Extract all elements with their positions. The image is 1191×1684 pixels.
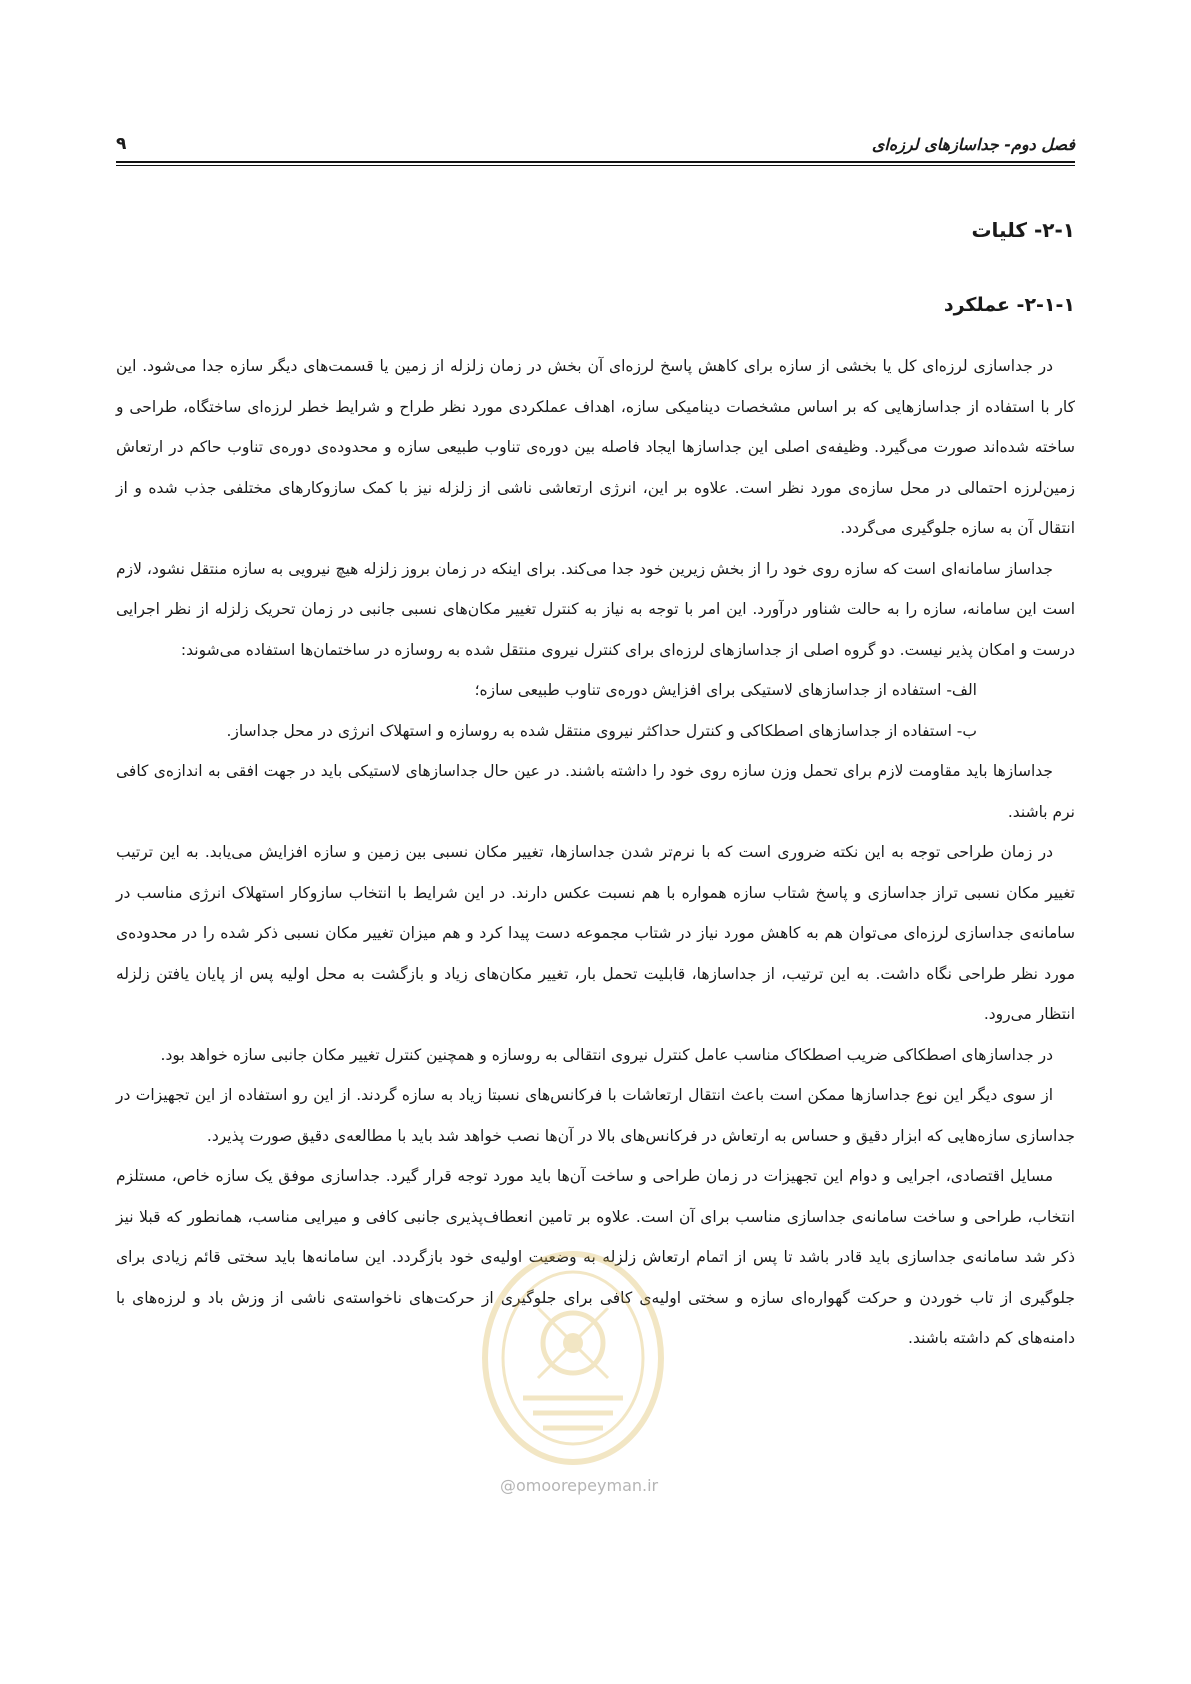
body-text [116,346,1075,1359]
running-header [116,132,1075,154]
paragraph: در زمان طراحی توجه به این نکته ضروری است که با نرم‌تر شدن جداسازها، تغییر مکان نسبی بین زمین و سازه افزایش می‌یابد. به این ترتیب تغییر مکان نسبی تراز جداسازی و پاسخ شتاب سازه همواره با هم نسبت عکس دارند. در این شرایط با انتخاب سازوکار استهلاک انرژی مناسب در سامانه‌ی جداسازی لرزه‌ای می‌توان هم به کاهش مورد نیاز در شتاب مجموعه دست پیدا کرد و هم میزان تغییر مکان نسبی ذکر شده را در محدوده‌ی مورد نظر طراحی نگاه داشت. به این ترتیب، از جداسازها، قابلیت تحمل بار، تغییر مکان‌های زیاد و بازگشت به محل اولیه پس از پایان یافتن زلزله انتظار می‌رود. [116,843,1075,1023]
chapter-title: فصل دوم- جداسازهای لرزه‌ای [871,135,1075,154]
paragraph: در جداسازی لرزه‌ای کل یا بخشی از سازه برای کاهش پاسخ لرزه‌ای آن بخش در زمان زلزله از زمین یا قسمت‌های دیگر سازه جدا می‌شود. این کار با استفاده از جداسازهایی که بر اساس مشخصات دینامیکی سازه، اهداف عملکردی مورد نظر طراح و شرایط خطر لرزه‌ای ساختگاه، طراحی و ساخته شده‌اند صورت می‌گیرد. وظیفه‌ی اصلی این جداسازها ایجاد فاصله بین دوره‌ی تناوب طبیعی سازه و محدوده‌ی دوره‌ی تناوب حاکم در ارتعاش زمین‌لرزه احتمالی در محل سازه‌ی مورد نظر است. علاوه بر این، انرژی ارتعاشی ناشی از زلزله نیز با کمک سازوکارهای مختلفی جذب شده و از انتقال آن به سازه جلوگیری می‌گردد. [116,357,1075,537]
paragraph: جداسازها باید مقاومت لازم برای تحمل وزن سازه روی خود را داشته باشند. در عین حال جداسازهای لاستیکی باید در جهت افقی به اندازه‌ی کافی نرم باشند. [116,762,1075,821]
section-title: ۲-۱- کلیات [971,218,1075,242]
page-number: ۹ [116,134,127,154]
list-item: ب- استفاده از جداسازهای اصطکاکی و کنترل حداکثر نیروی منتقل شده به روسازه و استهلاک انرژی در محل جداساز. [226,721,977,740]
header-rule-thin [116,165,1075,166]
paragraph: مسایل اقتصادی، اجرایی و دوام این تجهیزات در زمان طراحی و ساخت آن‌ها باید مورد توجه قرار گیرد. جداسازی موفق یک سازه خاص، مستلزم انتخاب، طراحی و ساخت سامانه‌ی جداسازی مناسب برای آن است. علاوه بر تامین انعطاف‌پذیری جانبی کافی و میرایی مناسب، همانطور که قبلا نیز ذکر شد سامانه‌ی جداسازی باید قادر باشد تا پس از اتمام ارتعاش زلزله به وضعیت اولیه‌ی خود بازگردد. این سامانه‌ها باید سختی قائم زیادی برای جلوگیری از تاب خوردن و حرکت گهواره‌ای سازه و سختی اولیه‌ی کافی برای جلوگیری از حرکت‌های ناخواسته‌ی ناشی از وزش باد و لرزه‌های با دامنه‌های کم داشته باشند. [116,1167,1075,1347]
list-item: الف- استفاده از جداسازهای لاستیکی برای افزایش دوره‌ی تناوب طبیعی سازه؛ [474,681,977,699]
paragraph: جداساز سامانه‌ای است که سازه روی خود را از بخش زیرین خود جدا می‌کند. برای اینکه در زمان بروز زلزله هیچ نیرویی به سازه منتقل نشود، لازم است این سامانه، سازه را به حالت شناور درآورد. این امر با توجه به نیاز به کنترل تغییر مکان‌های نسبی جانبی در زمان تحریک زلزله از نظر اجرایی درست و امکان پذیر نیست. دو گروه اصلی از جداسازهای لرزه‌ای برای کنترل نیروی منتقل شده به روسازه در ساختمان‌ها استفاده می‌شوند: [116,559,1075,659]
subsection-title: ۲-۱-۱- عملکرد [943,294,1075,316]
header-rule [116,161,1075,163]
paragraph: در جداسازهای اصطکاکی ضریب اصطکاک مناسب عامل کنترل نیروی انتقالی به روسازه و همچنین کنترل تغییر مکان جانبی سازه خواهد بود. [160,1045,1053,1064]
paragraph: از سوی دیگر این نوع جداسازها ممکن است باعث انتقال ارتعاشات با فرکانس‌های نسبتا زیاد به سازه گردند. از این رو استفاده از این تجهیزات در جداسازی سازه‌هایی که ابزار دقیق و حساس به ارتعاش در فرکانس‌های بالا در آن‌ها نصب خواهد شد باید با مطالعه‌ی دقیق صورت پذیرد. [116,1086,1075,1145]
watermark-text: @omoorepeyman.ir [500,1476,659,1495]
